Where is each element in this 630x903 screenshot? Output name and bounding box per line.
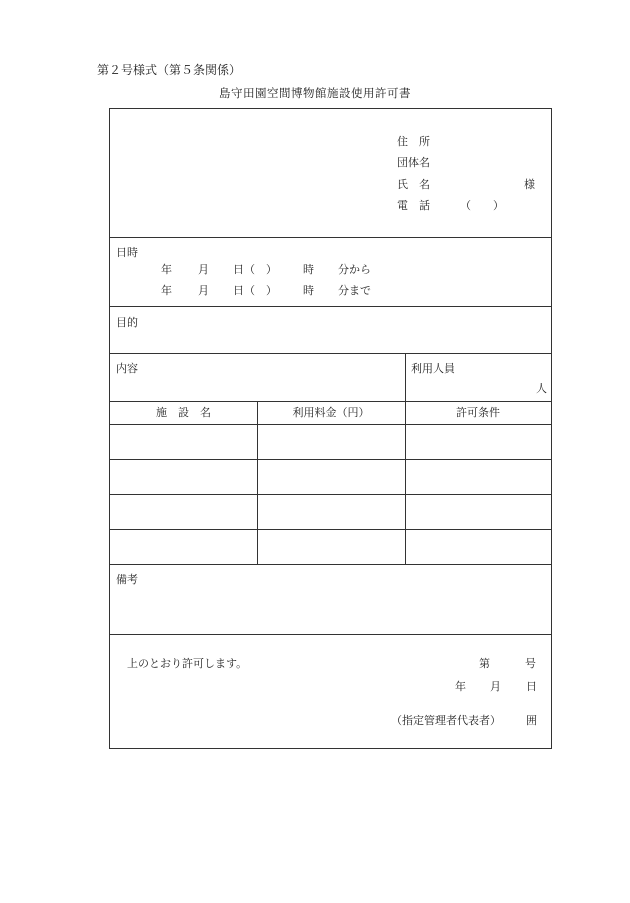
permit-conditions-header: 許可条件 bbox=[456, 406, 500, 419]
remarks-label: 備考 bbox=[116, 573, 138, 586]
seal-mark: 囲 bbox=[526, 714, 537, 727]
people-unit-label: 人 bbox=[536, 382, 547, 395]
facility-name-header: 施 設 名 bbox=[156, 406, 211, 419]
address-label: 住 所 bbox=[397, 135, 430, 148]
from-minute-label: 分から bbox=[338, 263, 371, 276]
issuer-label: （指定管理者代表者） bbox=[391, 714, 501, 727]
permit-number-prefix: 第 bbox=[479, 657, 490, 670]
content-label: 内容 bbox=[116, 362, 138, 375]
to-month-label: 月 bbox=[198, 284, 209, 297]
to-hour-label: 時 bbox=[303, 284, 314, 297]
datetime-label: 日時 bbox=[116, 246, 138, 259]
column-divider bbox=[405, 353, 406, 564]
usage-fee-header: 利用料金（円） bbox=[292, 406, 370, 419]
group-name-label: 団体名 bbox=[397, 156, 430, 169]
from-hour-label: 時 bbox=[303, 263, 314, 276]
row-divider bbox=[110, 353, 551, 354]
row-divider bbox=[110, 459, 551, 460]
to-day-label: 日（ ） bbox=[233, 284, 277, 297]
approval-day-label: 日 bbox=[526, 680, 537, 693]
row-divider bbox=[110, 529, 551, 530]
from-month-label: 月 bbox=[198, 263, 209, 276]
column-divider bbox=[257, 401, 258, 564]
honorific-sama: 様 bbox=[524, 178, 535, 191]
from-day-label: 日（ ） bbox=[233, 263, 277, 276]
row-divider bbox=[110, 494, 551, 495]
name-label: 氏 名 bbox=[397, 178, 430, 191]
from-year-label: 年 bbox=[161, 263, 172, 276]
row-divider bbox=[110, 424, 551, 425]
permit-number-suffix: 号 bbox=[525, 657, 536, 670]
row-divider bbox=[110, 564, 551, 565]
row-divider bbox=[110, 401, 551, 402]
row-divider bbox=[110, 306, 551, 307]
purpose-label: 目的 bbox=[116, 316, 138, 329]
approval-year-label: 年 bbox=[455, 680, 466, 693]
approval-statement: 上のとおり許可します。 bbox=[127, 657, 248, 670]
phone-label: 電 話 bbox=[397, 199, 430, 212]
row-divider bbox=[110, 237, 551, 238]
to-minute-label: 分まで bbox=[338, 284, 371, 297]
permit-form-table bbox=[109, 108, 552, 749]
row-divider bbox=[110, 634, 551, 635]
approval-month-label: 月 bbox=[490, 680, 501, 693]
form-number-label: 第２号様式（第５条関係） bbox=[97, 63, 242, 77]
phone-area-code-parens: （ ） bbox=[460, 199, 504, 212]
document-title: 島守田園空間博物館施設使用許可書 bbox=[219, 86, 411, 100]
people-count-label: 利用人員 bbox=[411, 362, 455, 375]
to-year-label: 年 bbox=[161, 284, 172, 297]
